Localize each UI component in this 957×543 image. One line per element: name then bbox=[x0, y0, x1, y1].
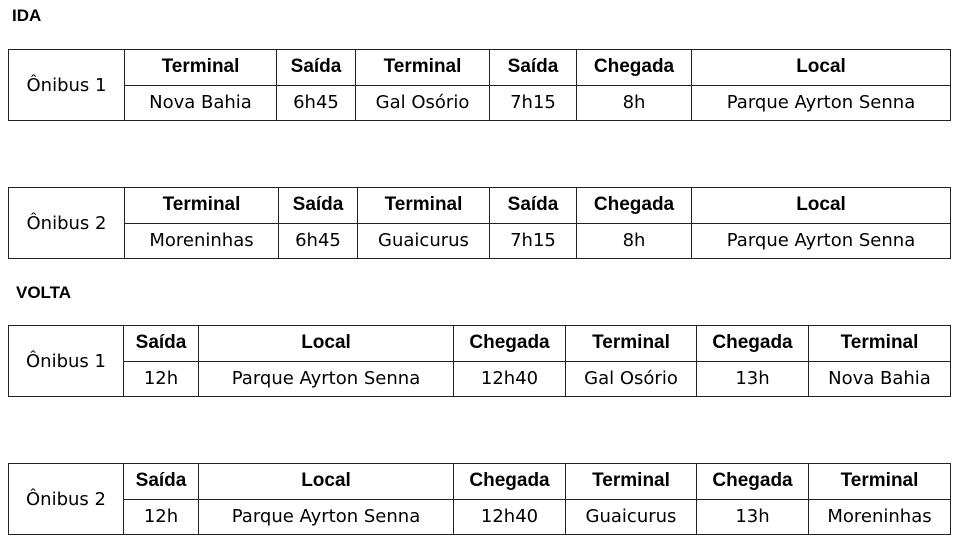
table-row bbox=[9, 326, 951, 362]
header-cell: Local bbox=[199, 464, 454, 500]
bus-label: Ônibus 1 bbox=[9, 326, 124, 397]
value-cell: 7h15 bbox=[490, 85, 577, 121]
header-cell: Local bbox=[692, 188, 951, 224]
header-cell: Chegada bbox=[697, 326, 809, 362]
value-cell: Guaicurus bbox=[566, 499, 697, 535]
header-cell: Local bbox=[199, 326, 454, 362]
volta-title: VOLTA bbox=[16, 283, 72, 302]
value-cell: 12h40 bbox=[454, 361, 566, 397]
value-cell: Moreninhas bbox=[809, 499, 951, 535]
header-cell: Chegada bbox=[454, 326, 566, 362]
header-cell: Local bbox=[692, 50, 951, 86]
header-cell: Saída bbox=[490, 188, 577, 224]
header-cell: Chegada bbox=[454, 464, 566, 500]
value-cell: Nova Bahia bbox=[809, 361, 951, 397]
bus-label: Ônibus 2 bbox=[9, 464, 124, 535]
volta-onibus1-table bbox=[8, 325, 951, 397]
value-cell: Parque Ayrton Senna bbox=[692, 223, 951, 259]
value-cell: Gal Osório bbox=[566, 361, 697, 397]
value-cell: 6h45 bbox=[277, 85, 356, 121]
header-cell: Saída bbox=[279, 188, 358, 224]
ida-title: IDA bbox=[12, 6, 42, 25]
value-cell: Parque Ayrton Senna bbox=[199, 361, 454, 397]
header-cell: Saída bbox=[490, 50, 577, 86]
table-row bbox=[9, 223, 951, 259]
value-cell: Nova Bahia bbox=[125, 85, 277, 121]
ida-onibus2-table bbox=[8, 187, 951, 259]
header-cell: Terminal bbox=[358, 188, 490, 224]
value-cell: 8h bbox=[577, 223, 692, 259]
header-cell: Saída bbox=[124, 326, 199, 362]
header-cell: Terminal bbox=[125, 50, 277, 86]
header-cell: Terminal bbox=[566, 464, 697, 500]
table-row bbox=[9, 499, 951, 535]
table-row bbox=[9, 464, 951, 500]
value-cell: Gal Osório bbox=[356, 85, 490, 121]
header-cell: Terminal bbox=[809, 326, 951, 362]
volta-onibus2-table bbox=[8, 463, 951, 535]
bus-label: Ônibus 2 bbox=[9, 188, 125, 259]
header-cell: Chegada bbox=[697, 464, 809, 500]
value-cell: 8h bbox=[577, 85, 692, 121]
value-cell: Moreninhas bbox=[125, 223, 279, 259]
table-row bbox=[9, 361, 951, 397]
value-cell: 13h bbox=[697, 361, 809, 397]
table-row bbox=[9, 50, 951, 86]
value-cell: Parque Ayrton Senna bbox=[199, 499, 454, 535]
value-cell: 6h45 bbox=[279, 223, 358, 259]
ida-onibus1-table bbox=[8, 49, 951, 121]
value-cell: 12h40 bbox=[454, 499, 566, 535]
header-cell: Terminal bbox=[566, 326, 697, 362]
value-cell: 12h bbox=[124, 361, 199, 397]
value-cell: 12h bbox=[124, 499, 199, 535]
header-cell: Chegada bbox=[577, 188, 692, 224]
table-row bbox=[9, 85, 951, 121]
value-cell: 7h15 bbox=[490, 223, 577, 259]
header-cell: Terminal bbox=[809, 464, 951, 500]
value-cell: Guaicurus bbox=[358, 223, 490, 259]
header-cell: Terminal bbox=[356, 50, 490, 86]
value-cell: 13h bbox=[697, 499, 809, 535]
header-cell: Saída bbox=[277, 50, 356, 86]
value-cell: Parque Ayrton Senna bbox=[692, 85, 951, 121]
table-row bbox=[9, 188, 951, 224]
bus-label: Ônibus 1 bbox=[9, 50, 125, 121]
header-cell: Terminal bbox=[125, 188, 279, 224]
header-cell: Saída bbox=[124, 464, 199, 500]
header-cell: Chegada bbox=[577, 50, 692, 86]
